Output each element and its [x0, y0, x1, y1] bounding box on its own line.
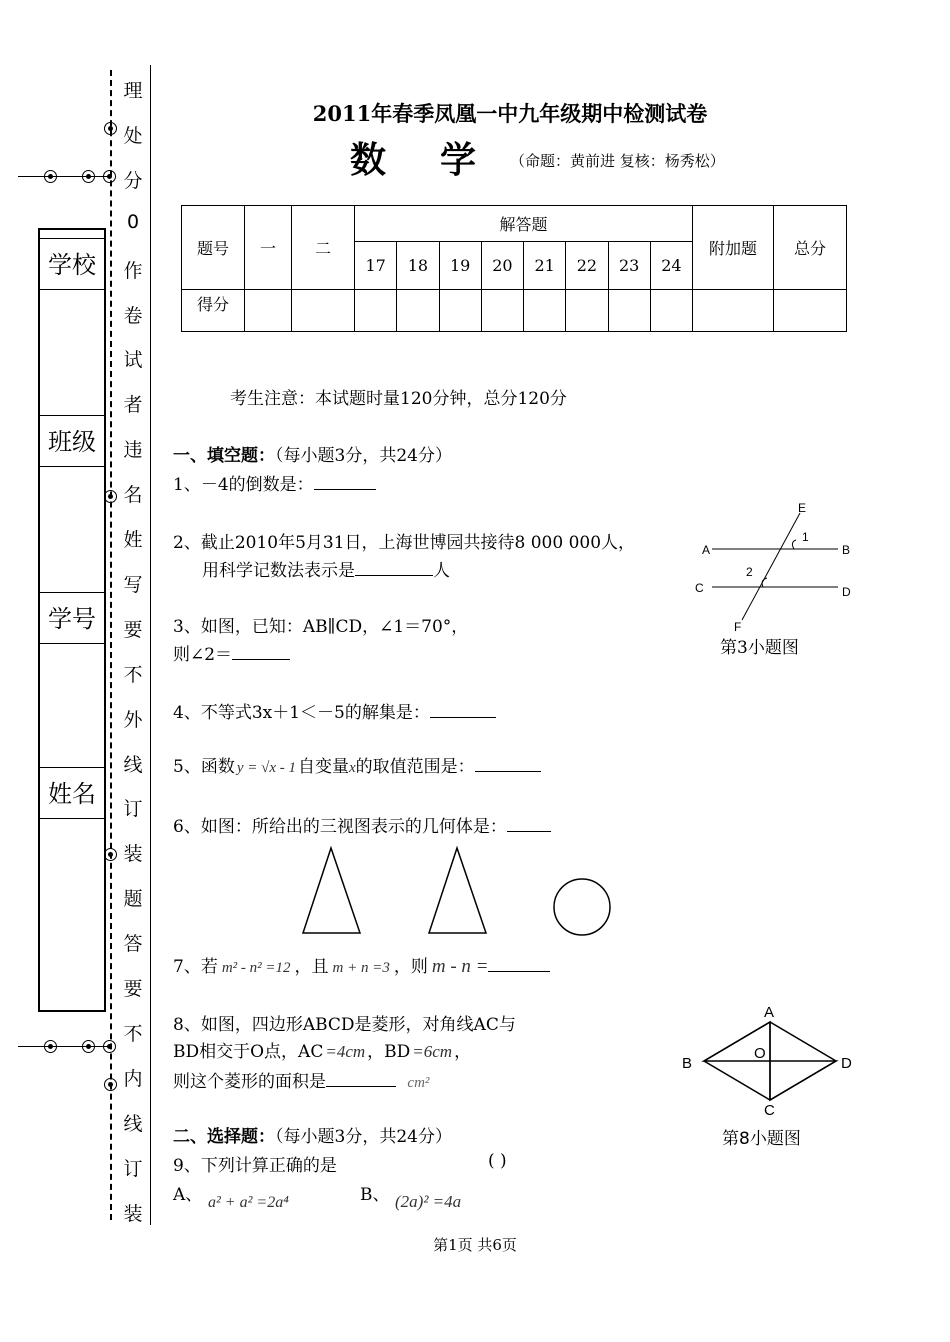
question-8-line-3: [173, 1067, 429, 1092]
ring-icon: [82, 170, 95, 183]
subject-title: 数学: [350, 140, 531, 181]
binding-char: 订: [123, 798, 143, 821]
col-24: 24: [650, 242, 692, 290]
question-6-text: 6、如图：所给出的三视图表示的几何体是：: [173, 817, 507, 837]
label-angle-1: 1: [802, 530, 809, 544]
binding-char: 试: [123, 349, 143, 372]
question-3-line-2: [173, 640, 290, 665]
score-cell[interactable]: [292, 290, 355, 332]
score-cell[interactable]: [650, 290, 692, 332]
col-22: 22: [566, 242, 608, 290]
student-info-box: [38, 228, 106, 1012]
top-view-circle: [554, 879, 610, 935]
binding-char: 者: [123, 394, 143, 417]
binding-char: 名: [123, 484, 143, 507]
question-2-line-2: [202, 556, 450, 581]
label-angle-2: 2: [746, 565, 753, 579]
three-views-figure: [290, 840, 630, 940]
binding-char: 理: [123, 80, 143, 102]
binding-char: 不: [123, 663, 143, 686]
binding-char: 0: [126, 210, 140, 233]
col-23: 23: [608, 242, 650, 290]
question-8-unit: cm²: [407, 1075, 430, 1091]
vertex-c: C: [764, 1102, 775, 1119]
binding-char: 线: [123, 1112, 143, 1135]
label-d: D: [842, 585, 851, 599]
score-cell[interactable]: [774, 290, 847, 332]
question-5-text-a: 5、函数: [173, 757, 235, 777]
answer-blank[interactable]: [507, 817, 551, 832]
score-cell[interactable]: [439, 290, 481, 332]
ring-icon: [103, 170, 116, 183]
answer-blank[interactable]: [430, 703, 496, 718]
class-label: 班级: [40, 415, 104, 467]
col-1: 一: [245, 206, 292, 290]
score-cell[interactable]: [355, 290, 397, 332]
question-5-formula: y = √x - 1: [236, 760, 296, 776]
binding-char: 装: [123, 1202, 143, 1225]
binding-char: 答: [123, 933, 143, 956]
binding-char: 作: [123, 259, 143, 282]
col-17: 17: [355, 242, 397, 290]
binding-char: 不: [123, 1022, 143, 1045]
angle-1-mark: [792, 540, 796, 549]
ring-icon: [82, 1040, 95, 1053]
answer-blank[interactable]: [475, 757, 541, 772]
question-8-text-b: ，BD: [367, 1042, 411, 1062]
question-7-formula-2: m + n =3: [332, 960, 390, 976]
question-7-formula-3: m - n =: [431, 956, 489, 977]
col-20: 20: [481, 242, 523, 290]
question-6: [173, 812, 551, 837]
page-footer: 第1页 共6页: [433, 1236, 517, 1254]
answer-blank[interactable]: [326, 1072, 396, 1087]
binding-char: 线: [123, 753, 143, 776]
answer-blank[interactable]: [232, 645, 290, 660]
score-cell[interactable]: [524, 290, 566, 332]
question-8-line-2: [173, 1037, 471, 1062]
ring-icon: [44, 1040, 57, 1053]
question-8-ac-length: =4cm: [325, 1042, 366, 1061]
question-5-variable: x: [349, 760, 356, 776]
label-e: E: [798, 501, 807, 515]
question-4-text: 4、不等式3x＋1＜－5的解集是：: [173, 703, 430, 723]
section-2-heading: [173, 1122, 452, 1147]
side-view-triangle: [429, 848, 486, 933]
binding-char: 卷: [123, 304, 143, 327]
col-2: 二: [292, 206, 355, 290]
binding-char: 处: [123, 124, 143, 147]
binding-char: 订: [123, 1157, 143, 1180]
binding-char: 姓: [123, 529, 143, 551]
question-8-text-d: 则这个菱形的面积是: [173, 1072, 326, 1092]
label-b: B: [842, 543, 851, 557]
ring-icon: [104, 1078, 117, 1091]
exam-title: 2011年春季凤凰一中九年级期中检测试卷: [312, 101, 708, 126]
question-1: [173, 470, 376, 495]
question-7-formula-1: m² - n² =12: [221, 960, 291, 976]
question-3-text: 则∠2＝: [173, 645, 233, 665]
school-label: 学校: [40, 238, 104, 290]
col-18: 18: [397, 242, 439, 290]
binding-border-line: [150, 65, 151, 1225]
binding-char: 要: [123, 618, 143, 641]
option-a[interactable]: a² + a² =2a⁴: [208, 1194, 289, 1211]
option-a-label: A、: [173, 1185, 203, 1205]
score-cell[interactable]: [481, 290, 523, 332]
question-5: [173, 752, 541, 777]
label-c: C: [695, 581, 704, 595]
section-1-heading: [173, 441, 452, 466]
question-1-text: 1、－4的倒数是：: [173, 475, 314, 495]
answer-blank[interactable]: [314, 475, 376, 490]
section-2-title: 二、选择题：: [173, 1127, 275, 1147]
question-7-text-b: ，且: [294, 957, 329, 977]
question-2-line-1: 2、截止2010年5月31日，上海世博园共接待8 000 000人，: [173, 533, 636, 553]
col-19: 19: [439, 242, 481, 290]
score-cell[interactable]: [566, 290, 608, 332]
score-cell[interactable]: [397, 290, 439, 332]
binding-char: 内: [123, 1067, 143, 1090]
question-3-line-1: 3、如图，已知：AB∥CD，∠1＝70°，: [173, 617, 469, 637]
question-8-line-1: 8、如图，四边形ABCD是菱形，对角线AC与: [173, 1015, 516, 1035]
figure-8-rhombus: [678, 1000, 858, 1120]
vertex-a: A: [764, 1004, 775, 1021]
ring-icon: [103, 1040, 116, 1053]
label-a: A: [702, 543, 711, 557]
ring-icon: [104, 122, 117, 135]
author-line: （命题：黄前进 复核：杨秀松）: [510, 152, 725, 170]
vertex-b: B: [682, 1055, 693, 1072]
question-8-bd-length: =6cm: [412, 1042, 453, 1061]
score-cell[interactable]: [245, 290, 292, 332]
figure-3-diagram: [690, 498, 860, 638]
col-21: 21: [524, 242, 566, 290]
answer-group-header: 解答题: [355, 206, 693, 242]
option-b-label: B、: [360, 1185, 390, 1205]
score-cell[interactable]: [608, 290, 650, 332]
extra-question-header: 附加题: [693, 206, 774, 290]
question-7: [173, 952, 550, 978]
score-cell[interactable]: [693, 290, 774, 332]
binding-char: 分: [123, 169, 143, 192]
section-1-note: （每小题3分，共24分）: [275, 446, 452, 466]
section-2-note: （每小题3分，共24分）: [275, 1127, 452, 1147]
question-8-text-a: BD相交于O点，AC: [173, 1042, 324, 1062]
question-5-text-c: 的取值范围是：: [355, 757, 475, 777]
answer-blank[interactable]: [355, 561, 433, 576]
row-label-number: 题号: [182, 206, 245, 290]
binding-char: 写: [123, 573, 143, 596]
center-o: O: [754, 1045, 766, 1062]
score-table: [181, 205, 847, 332]
row-label-score: 得分: [182, 290, 245, 332]
binding-char: 题: [123, 888, 143, 911]
question-8-text-c: ，: [454, 1042, 472, 1062]
question-4: [173, 698, 496, 723]
student-number-label: 学号: [40, 592, 104, 644]
option-b[interactable]: (2a)² =4a: [395, 1192, 462, 1211]
binding-char: 违: [123, 439, 143, 462]
figure-8-caption: 第8小题图: [722, 1129, 801, 1149]
question-7-text-a: 7、若: [173, 957, 218, 977]
binding-char: 要: [123, 978, 143, 1000]
vertex-d: D: [841, 1055, 852, 1072]
total-header: 总分: [774, 206, 847, 290]
question-9-stem: 9、下列计算正确的是: [173, 1156, 337, 1176]
figure-3-caption: 第3小题图: [720, 638, 799, 658]
ring-icon: [44, 170, 57, 183]
label-f: F: [734, 620, 742, 634]
binding-char: 装: [123, 843, 143, 866]
question-2-text: 用科学记数法表示是: [202, 561, 355, 581]
question-2-unit: 人: [433, 561, 450, 581]
answer-blank[interactable]: [488, 957, 550, 972]
front-view-triangle: [303, 848, 360, 933]
name-label: 姓名: [40, 767, 104, 819]
binding-char: 外: [123, 708, 143, 731]
exam-notice: 考生注意：本试题时量120分钟，总分120分: [230, 389, 567, 409]
question-5-text-b: 自变量: [298, 757, 349, 777]
question-9-answer-paren[interactable]: ( ): [488, 1151, 507, 1171]
question-7-text-c: ，则: [393, 957, 428, 977]
section-1-title: 一、填空题：: [173, 446, 275, 466]
